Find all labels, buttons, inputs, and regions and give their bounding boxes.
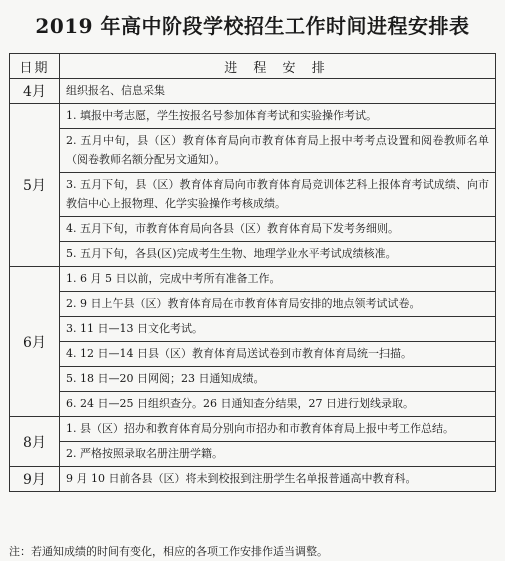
schedule-item: 4. 五月下旬，市教育体育局向各县（区）教育体育局下发考务细则。	[60, 217, 496, 242]
schedule-item: 组织报名、信息采集	[60, 79, 496, 104]
table-row	[10, 104, 496, 129]
month-cell: 4月	[10, 79, 60, 104]
table-row	[10, 242, 496, 267]
table-row	[10, 79, 496, 104]
schedule-item: 5. 五月下旬，各县(区)完成考生生物、地理学业水平考试成绩核准。	[60, 242, 496, 267]
table-row	[10, 342, 496, 367]
month-cell: 8月	[10, 417, 60, 467]
schedule-item: 2. 五月中旬，县（区）教育体育局向市教育体育局上报中考考点设置和阅卷教师名单（阅卷教师名额分配另文通知）。	[60, 129, 496, 173]
schedule-item: 5. 18 日—20 日网阅；23 日通知成绩。	[60, 367, 496, 392]
month-cell: 5月	[10, 104, 60, 267]
schedule-item: 9 月 10 日前各县（区）将未到校报到注册学生名单报普通高中教育科。	[60, 467, 496, 492]
schedule-item: 6. 24 日—25 日组织查分。26 日通知查分结果，27 日进行划线录取。	[60, 392, 496, 417]
footnote: 注：若通知成绩的时间有变化，相应的各项工作安排作适当调整。	[9, 545, 328, 558]
schedule-item: 3. 11 日—13 日文化考试。	[60, 317, 496, 342]
table-row	[10, 467, 496, 492]
table-row	[10, 442, 496, 467]
header-schedule: 进 程 安 排	[60, 54, 496, 79]
table-row	[10, 367, 496, 392]
table-row	[10, 392, 496, 417]
schedule-item: 1. 县（区）招办和教育体育局分别向市招办和市教育体育局上报中考工作总结。	[60, 417, 496, 442]
page-title: 2019 年高中阶段学校招生工作时间进程安排表	[35, 14, 470, 38]
table-row	[10, 267, 496, 292]
month-cell: 6月	[10, 267, 60, 417]
schedule-table	[9, 53, 496, 492]
table-row	[10, 173, 496, 217]
schedule-item: 1. 6 月 5 日以前，完成中考所有准备工作。	[60, 267, 496, 292]
schedule-item: 1. 填报中考志愿，学生按报名号参加体育考试和实验操作考试。	[60, 104, 496, 129]
schedule-item: 3. 五月下旬，县（区）教育体育局向市教育体育局竞训体艺科上报体育考试成绩、向市教信中心上报物理、化学实验操作考核成绩。	[60, 173, 496, 217]
table-row	[10, 217, 496, 242]
schedule-item: 4. 12 日—14 日县（区）教育体育局送试卷到市教育体育局统一扫描。	[60, 342, 496, 367]
table-row	[10, 417, 496, 442]
table-row	[10, 292, 496, 317]
table-header-row	[10, 54, 496, 79]
header-date: 日期	[10, 54, 60, 79]
table-row	[10, 129, 496, 173]
table-row	[10, 317, 496, 342]
month-cell: 9月	[10, 467, 60, 492]
schedule-item: 2. 9 日上午县（区）教育体育局在市教育体育局安排的地点领考试试卷。	[60, 292, 496, 317]
schedule-item: 2. 严格按照录取名册注册学籍。	[60, 442, 496, 467]
